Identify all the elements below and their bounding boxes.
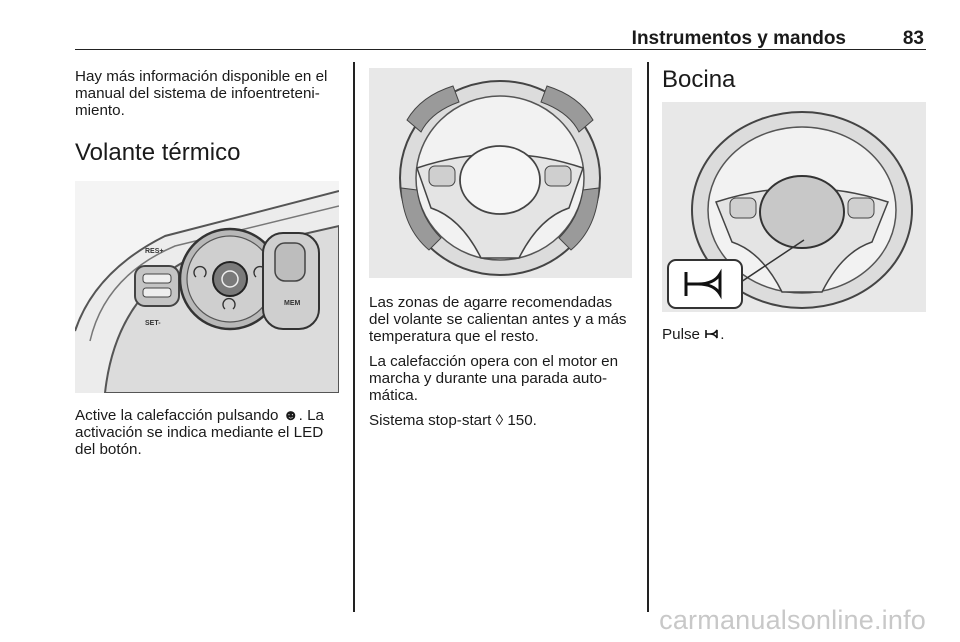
section-title: Instrumentos y mandos (631, 28, 846, 49)
set-label: SET- (145, 320, 161, 327)
mem-label: MEM (284, 300, 301, 307)
column-left (75, 66, 341, 458)
horn-icon (704, 326, 720, 343)
horn-text-post: . (720, 326, 725, 343)
grip-paragraph: Las zonas de agarre recomendadas del volante se calientan antes y a más temperatura que el resto. (369, 294, 627, 345)
heated-wheel-icon: ☻ (282, 407, 299, 424)
column-divider (647, 62, 649, 612)
operation-paragraph: La calefacción opera con el motor en marcha y durante una parada auto-mática. (369, 353, 619, 404)
heated-wheel-button-figure (75, 181, 339, 393)
horn-heading: Bocina (662, 66, 736, 93)
horn-text-pre: Pulse (662, 326, 705, 343)
column-right (662, 66, 928, 343)
column-divider (353, 62, 355, 612)
stop-start-text: Sistema stop-start (369, 412, 496, 429)
horn-figure (662, 102, 926, 312)
page-number: 83 (902, 28, 924, 49)
page-reference-icon: ◊ (495, 412, 504, 429)
res-label: RES+ (145, 248, 164, 255)
column-middle (369, 66, 635, 429)
watermark: carmanualsonline.info (659, 605, 926, 635)
stop-start-page: 150. (503, 412, 537, 429)
page-header (75, 26, 926, 50)
heated-wheel-text-post: . La activación se indica mediante el LED del botón. (75, 407, 325, 458)
steering-wheel-grip-figure (369, 68, 632, 278)
horn-paragraph (662, 326, 928, 343)
stop-start-reference (369, 412, 635, 429)
heated-wheel-heading: Volante térmico (75, 139, 241, 166)
heated-wheel-paragraph (75, 407, 341, 458)
heated-wheel-text-pre: Active la calefacción pulsando (75, 407, 283, 424)
intro-paragraph: Hay más información disponible en el manual del sistema de infoentreteni-miento. (75, 68, 328, 119)
